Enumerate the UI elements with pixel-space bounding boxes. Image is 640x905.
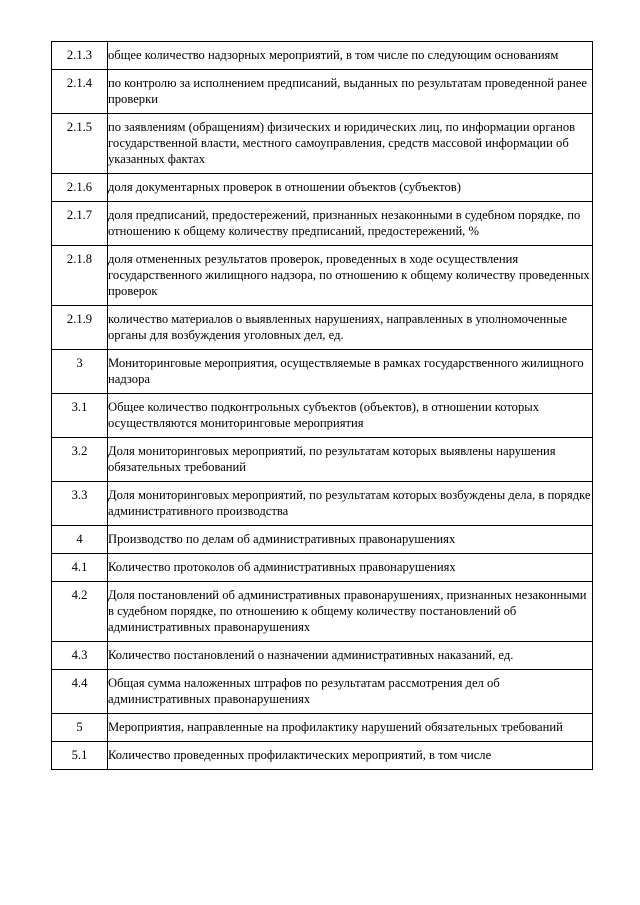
row-number: 4 [52,526,108,554]
row-number: 3.1 [52,394,108,438]
row-number: 3.3 [52,482,108,526]
table-row [52,482,593,526]
row-number: 2.1.4 [52,70,108,114]
row-text: общее количество надзорных мероприятий, в том числе по следующим основаниям [108,42,593,70]
indicators-table [51,41,593,770]
row-number: 3 [52,350,108,394]
row-number: 3.2 [52,438,108,482]
row-text: Доля мониторинговых мероприятий, по результатам которых возбуждены дела, в порядке административного производства [108,482,593,526]
row-text: по контролю за исполнением предписаний, выданных по результатам проведенной ранее проверки [108,70,593,114]
row-number: 2.1.8 [52,246,108,306]
row-number: 2.1.9 [52,306,108,350]
row-text: по заявлениям (обращениям) физических и юридических лиц, по информации органов государственной власти, местного самоуправления, средств массовой информации об указанных фактах [108,114,593,174]
table-row [52,42,593,70]
row-number: 4.2 [52,582,108,642]
table-row [52,174,593,202]
table-row [52,526,593,554]
table-row [52,714,593,742]
table-row [52,582,593,642]
row-text: Мероприятия, направленные на профилактику нарушений обязательных требований [108,714,593,742]
row-text: количество материалов о выявленных нарушениях, направленных в уполномоченные органы для возбуждения уголовных дел, ед. [108,306,593,350]
table-row [52,306,593,350]
table-row [52,670,593,714]
row-text: Количество постановлений о назначении административных наказаний, ед. [108,642,593,670]
row-text: доля предписаний, предостережений, признанных незаконными в судебном порядке, по отношению к общему количеству предписаний, предостережений, % [108,202,593,246]
row-text: Мониторинговые мероприятия, осуществляемые в рамках государственного жилищного надзора [108,350,593,394]
row-number: 5.1 [52,742,108,770]
row-text: Общая сумма наложенных штрафов по результатам рассмотрения дел об административных правонарушениях [108,670,593,714]
table-row [52,70,593,114]
indicators-table-body [52,42,593,770]
row-text: Общее количество подконтрольных субъектов (объектов), в отношении которых осуществляются мониторинговые мероприятия [108,394,593,438]
table-row [52,202,593,246]
row-text: доля документарных проверок в отношении объектов (субъектов) [108,174,593,202]
table-row [52,394,593,438]
row-number: 2.1.5 [52,114,108,174]
row-text: Доля постановлений об административных правонарушениях, признанных незаконными в судебном порядке, по отношению к общему количеству постановлений об административных правонарушениях [108,582,593,642]
row-text: Количество протоколов об административных правонарушениях [108,554,593,582]
row-text: Количество проведенных профилактических мероприятий, в том числе [108,742,593,770]
row-number: 2.1.3 [52,42,108,70]
row-number: 2.1.7 [52,202,108,246]
table-row [52,246,593,306]
table-row [52,554,593,582]
row-text: Доля мониторинговых мероприятий, по результатам которых выявлены нарушения обязательных требований [108,438,593,482]
row-number: 4.4 [52,670,108,714]
row-number: 5 [52,714,108,742]
row-number: 4.1 [52,554,108,582]
table-row [52,742,593,770]
row-text: Производство по делам об административных правонарушениях [108,526,593,554]
row-text: доля отмененных результатов проверок, проведенных в ходе осуществления государственного жилищного надзора, по отношению к общему количеству проведенных проверок [108,246,593,306]
row-number: 4.3 [52,642,108,670]
table-row [52,114,593,174]
table-row [52,438,593,482]
table-row [52,350,593,394]
row-number: 2.1.6 [52,174,108,202]
table-row [52,642,593,670]
